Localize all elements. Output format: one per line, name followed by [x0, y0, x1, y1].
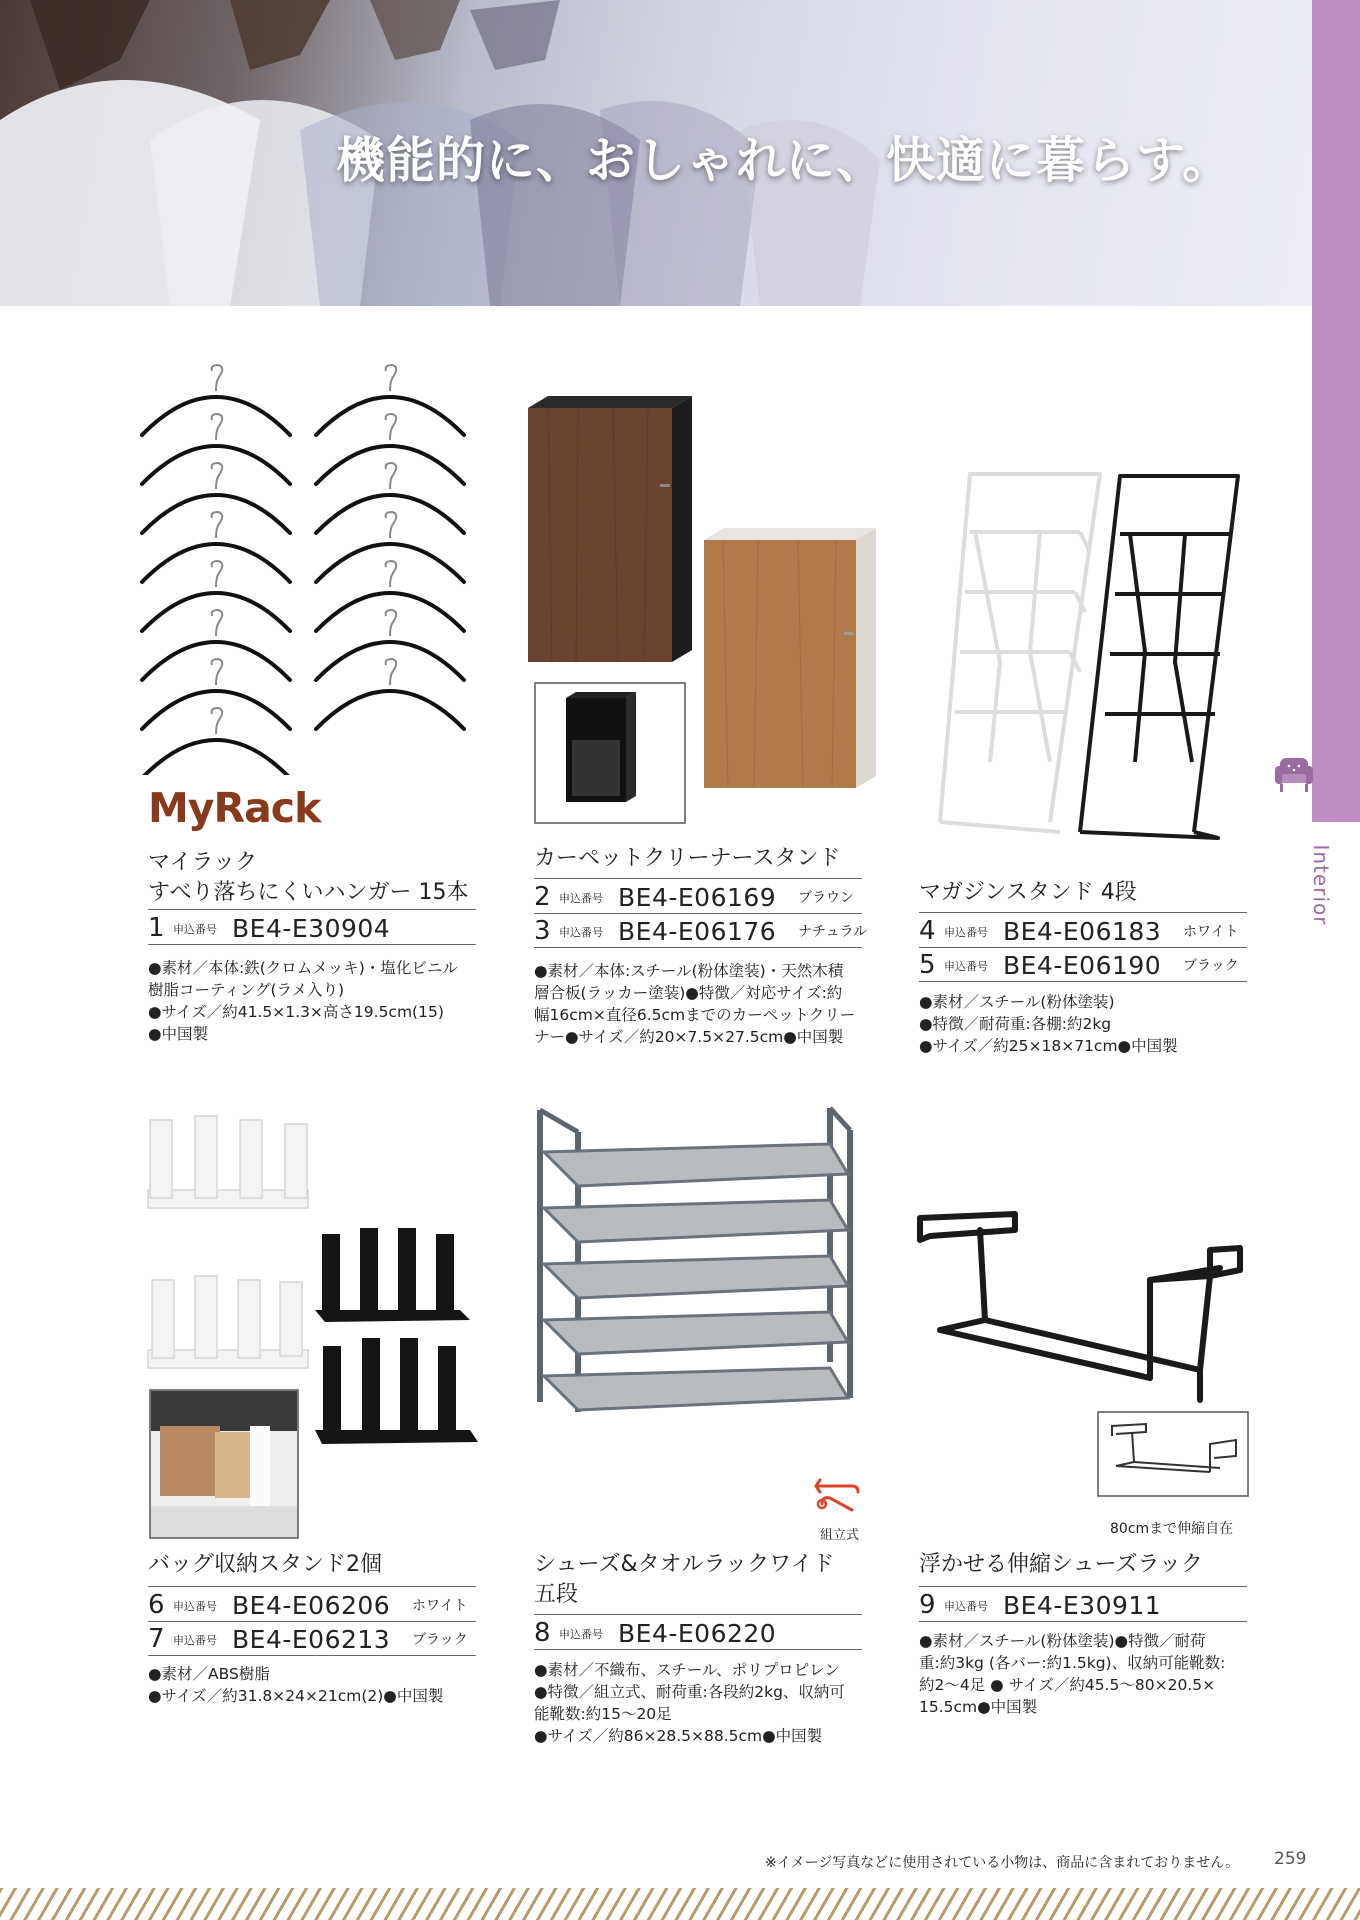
bottom-stripe [0, 1888, 1360, 1920]
order-row: 8 申込番号 BE4-E06220 [534, 1616, 862, 1650]
hanger-product-image [130, 355, 470, 775]
assembly-tool-icon [812, 1476, 862, 1516]
size-caption: 80cmまで伸縮自在 [1110, 1521, 1234, 1537]
product-specs: ●素材／本体:スチール(粉体塗装)・天然木積 層合板(ラッカー塗装)●特徴／対応サイズ:約 幅16cm×直径6.5cmまでのカーペットクリー ナー●サイズ／約20×7.5×27.5cm●中国製 [534, 962, 856, 1046]
hero-title: 機能的に、おしゃれに、快適に暮らす。 [336, 132, 1233, 189]
divider [919, 1586, 1247, 1587]
divider [534, 878, 862, 879]
product-specs: ●素材／スチール(粉体塗装)●特徴／耐荷 重:約3kg (各バー:約1.5kg)、収納可能靴数: 約2～4足 ● サイズ／約45.5～80×20.5× 15.5cm●中国製 [919, 1632, 1226, 1716]
order-row: 9 申込番号 BE4-E30911 [919, 1588, 1247, 1622]
magazine-stand-image [930, 462, 1260, 862]
assembly-badge: 組立式 [820, 1528, 860, 1543]
order-row: 6 申込番号 BE4-E06206 ホワイト [148, 1588, 476, 1622]
order-row: 4 申込番号 BE4-E06183 ホワイト [919, 914, 1247, 948]
order-row: 3 申込番号 BE4-E06176 ナチュラル [534, 916, 868, 946]
floating-shoe-rack-image [910, 1210, 1260, 1510]
shoe-rack-image [530, 1102, 870, 1422]
product-title: マイラック すべり落ちにくいハンガー 15本 [148, 850, 469, 905]
hero-banner [0, 0, 1312, 306]
divider [534, 1614, 862, 1615]
footer-note: ※イメージ写真などに使用されている小物は、商品に含まれておりません。 [765, 1855, 1240, 1871]
product-specs: ●素材／本体:鉄(クロムメッキ)・塩化ビニル 樹脂コーティング(ラメ入り) ●サイズ／約41.5×1.3×高さ19.5cm(15) ●中国製 [148, 959, 458, 1043]
divider [919, 912, 1247, 913]
bag-stand-image [140, 1110, 480, 1540]
product-title: シューズ&タオルラックワイド 五段 [534, 1552, 835, 1607]
page-number: 259 [1274, 1849, 1307, 1869]
order-row: 5 申込番号 BE4-E06190 ブラック [919, 948, 1247, 982]
order-row: 2 申込番号 BE4-E06169 ブラウン [534, 880, 862, 914]
product-specs: ●素材／スチール(粉体塗装) ●特徴／耐荷重:各棚:約2kg ●サイズ／約25×18×71cm●中国製 [919, 993, 1178, 1055]
product-title: バッグ収納スタンド2個 [148, 1552, 382, 1577]
product-title: カーペットクリーナースタンド [534, 846, 841, 871]
product-specs: ●素材／ABS樹脂 ●サイズ／約31.8×24×21cm(2)●中国製 [148, 1665, 444, 1705]
carpet-cleaner-stand-image [518, 392, 878, 832]
product-title: 浮かせる伸縮シューズラック [919, 1552, 1204, 1577]
order-row: 7 申込番号 BE4-E06213 ブラック [148, 1622, 476, 1656]
armchair-icon [1274, 750, 1314, 796]
product-title: マガジンスタンド 4段 [919, 880, 1137, 905]
category-side-bar [1312, 0, 1360, 822]
category-label: Interior [1309, 844, 1333, 926]
divider [148, 909, 476, 910]
divider [148, 1586, 476, 1587]
product-specs: ●素材／不織布、スチール、ポリプロピレン ●特徴／組立式、耐荷重:各段約2kg、収納可 能靴数:約15～20足 ●サイズ／約86×28.5×88.5cm●中国製 [534, 1661, 845, 1745]
myrack-logo: MyRack [148, 784, 321, 832]
order-row: 1 申込番号 BE4-E30904 [148, 911, 476, 945]
